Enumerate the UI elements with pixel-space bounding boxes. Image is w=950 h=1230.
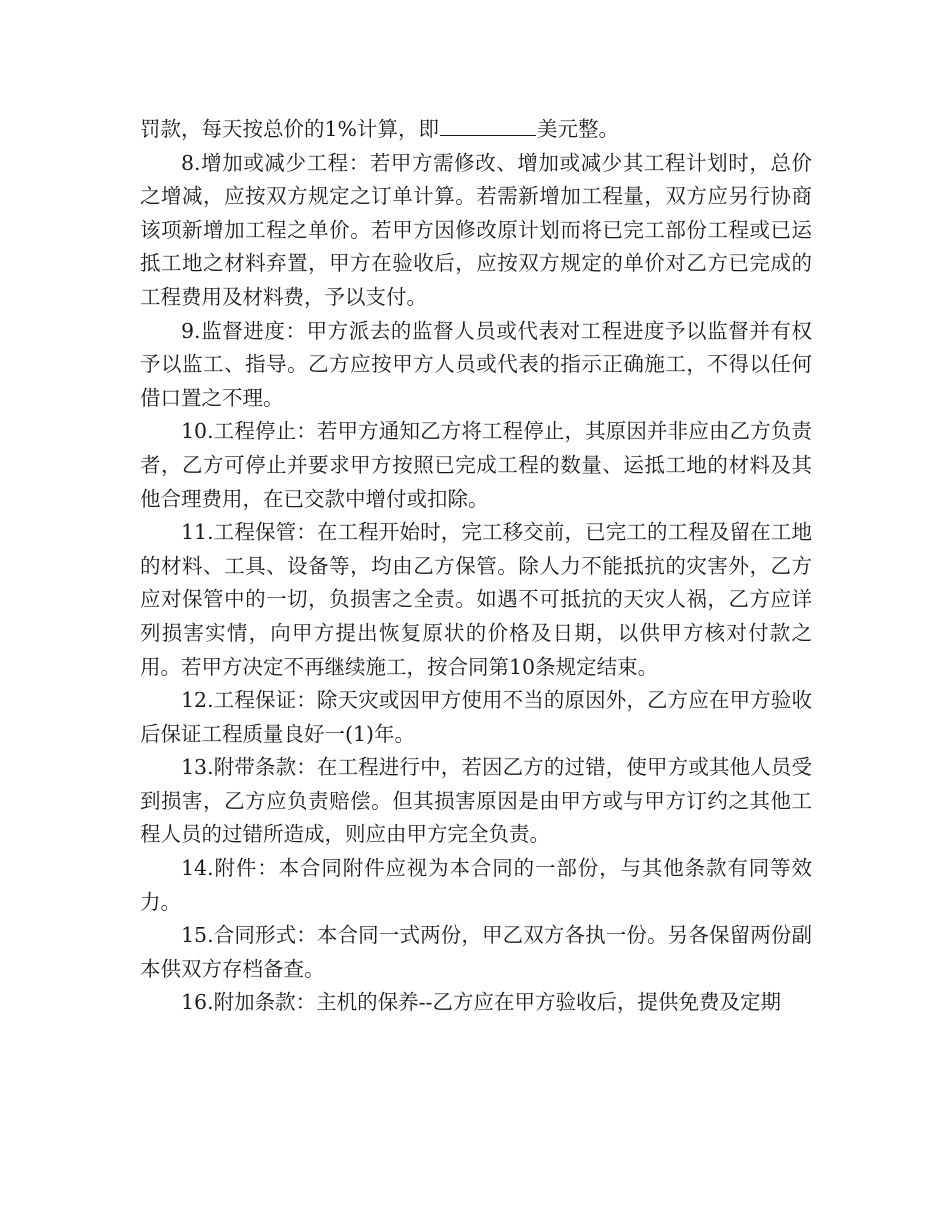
clause-15-contract-form: 15.合同形式：本合同一式两份，甲乙双方各执一份。另各保留两份副本供双方存档备查。 <box>140 923 812 981</box>
clause-13-ancillary-terms: 13.附带条款：在工程进行中，若因乙方的过错，使甲方或其他人员受到损害，乙方应负责赔偿。但其损害原因是由甲方或与甲方订约之其他工程人员的过错所造成，则应由甲方完全负责。 <box>140 755 812 847</box>
clause-10-work-stoppage: 10.工程停止：若甲方通知乙方将工程停止，其原因并非应由乙方负责者，乙方可停止并要求甲方按照已完成工程的数量、运抵工地的材料及其他合理费用，在已交款中增付或扣除。 <box>140 419 812 511</box>
penalty-text-before-blank: 罚款，每天按总价的1%计算，即 <box>140 117 440 141</box>
clause-8-add-reduce-work: 8.增加或减少工程：若甲方需修改、增加或减少其工程计划时，总价之增减，应按双方规定之订单计算。若需新增加工程量，双方应另行协商该项新增加工程之单价。若甲方因修改原计划而将已完工部份工程或已运抵工地之材料弃置，甲方在验收后，应按双方规定的单价对乙方已完成的工程费用及材料费，予以支付。 <box>140 150 812 309</box>
clause-11-work-custody: 11.工程保管：在工程开始时，完工移交前，已完工的工程及留在工地的材料、工具、设备等，均由乙方保管。除人力不能抵抗的灾害外，乙方应对保管中的一切，负损害之全责。如遇不可抵抗的天灾人祸，乙方应详列损害实情，向甲方提出恢复原状的价格及日期，以供甲方核对付款之用。若甲方决定不再继续施工，按合同第10条规定结束。 <box>140 520 812 679</box>
clause-12-work-warranty: 12.工程保证：除天灾或因甲方使用不当的原因外，乙方应在甲方验收后保证工程质量良好一(1)年。 <box>140 688 812 746</box>
clause-9-supervise-progress: 9.监督进度：甲方派去的监督人员或代表对工程进度予以监督并有权予以监工、指导。乙方应按甲方人员或代表的指示正确施工，不得以任何借口置之不理。 <box>140 318 812 410</box>
clause-16-additional-terms: 16.附加条款：主机的保养--乙方应在甲方验收后，提供免费及定期 <box>181 990 781 1015</box>
clause-14-attachments: 14.附件：本合同附件应视为本合同的一部份，与其他条款有同等效力。 <box>140 856 812 914</box>
document-body <box>140 113 812 1020</box>
paragraph-penalty-continued <box>140 113 812 147</box>
amount-blank-line <box>440 115 536 136</box>
penalty-text-after-blank: 美元整。 <box>537 117 620 141</box>
